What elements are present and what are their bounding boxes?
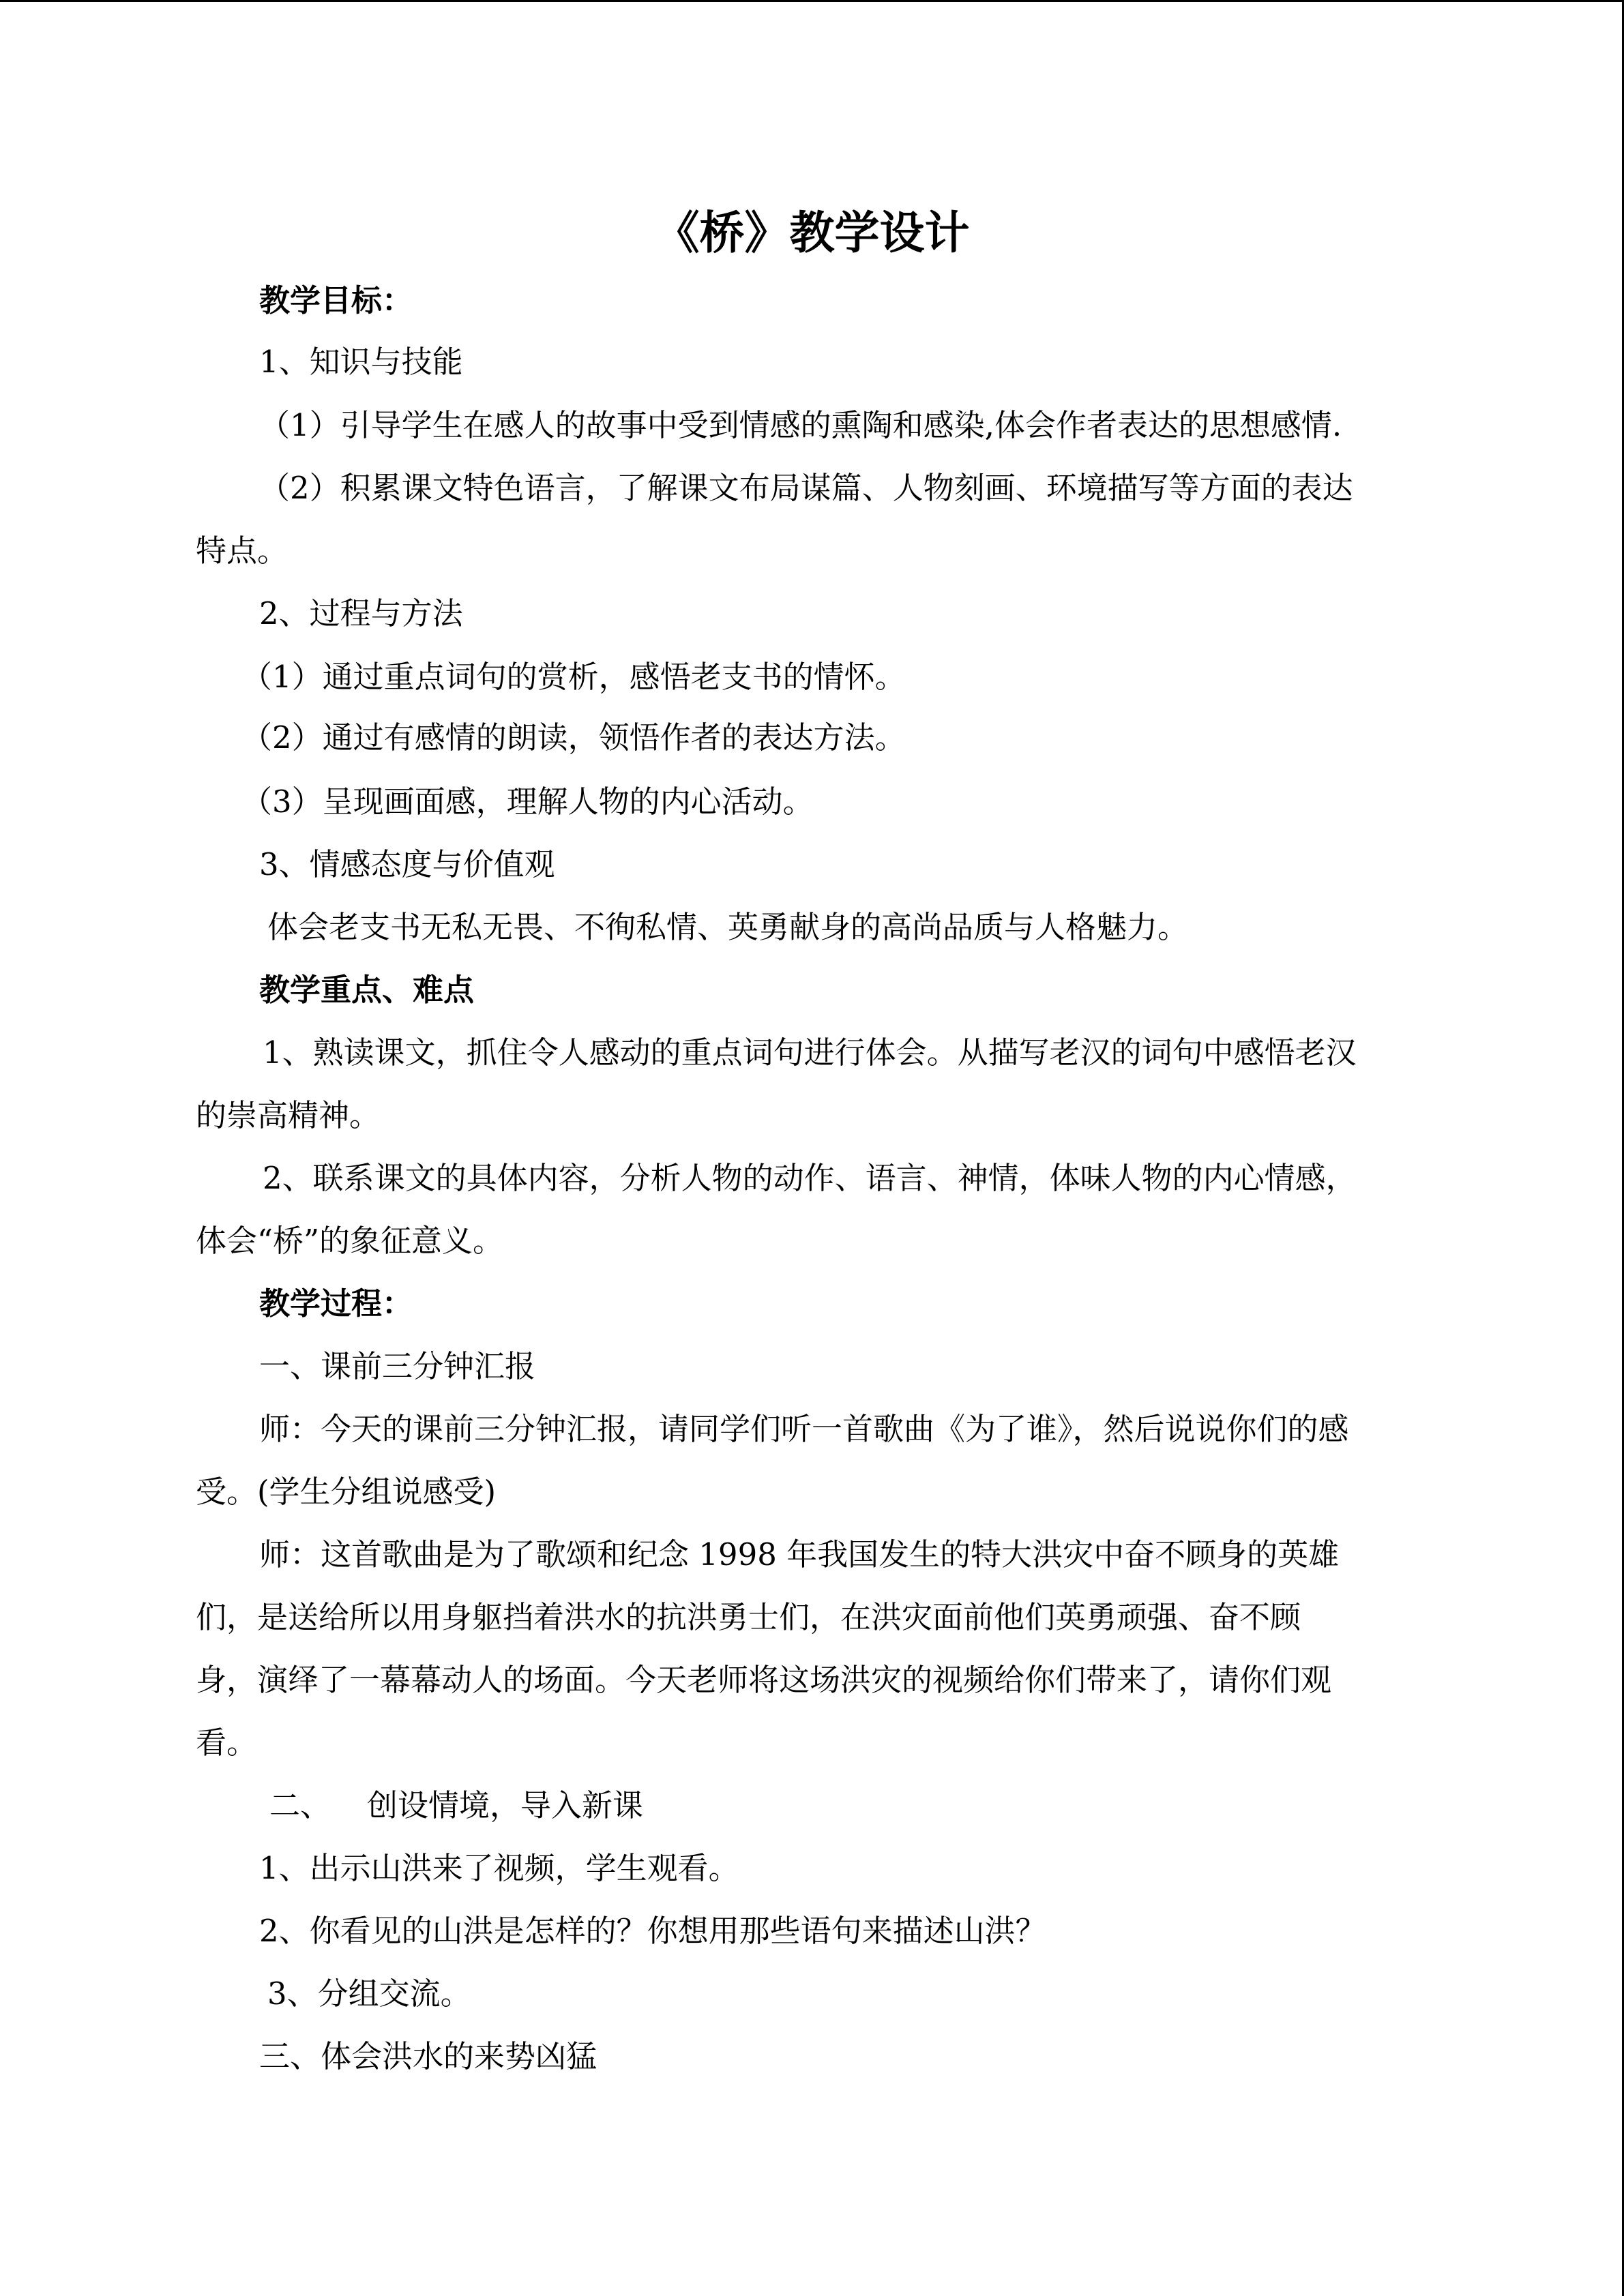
text-line: 2、你看见的山洪是怎样的？你想用那些语句来描述山洪？ xyxy=(259,1913,1046,1949)
text-line: 体会“桥”的象征意义。 xyxy=(196,1223,504,1259)
text-line: （2）积累课文特色语言，了解课文布局谋篇、人物刻画、环境描写等方面的表达 xyxy=(259,470,1353,506)
heading-teaching-process: 教学过程： xyxy=(259,1285,413,1322)
text-line: （3）呈现画面感，理解人物的内心活动。 xyxy=(241,784,814,820)
text-line: 师：这首歌曲是为了歌颂和纪念 1998 年我国发生的特大洪灾中奋不顾身的英雄 xyxy=(259,1536,1340,1572)
text-line: 受。(学生分组说感受) xyxy=(196,1474,497,1510)
text-line: 3、情感态度与价值观 xyxy=(259,846,555,882)
text-line: 3、分组交流。 xyxy=(267,1976,471,2012)
text-line: 2、联系课文的具体内容，分析人物的动作、语言、神情，体味人物的内心情感， xyxy=(263,1160,1357,1196)
text-line: 的崇高精神。 xyxy=(196,1097,381,1133)
section-number: 二、 xyxy=(269,1787,331,1823)
heading-key-points: 教学重点、难点 xyxy=(259,972,475,1008)
text-line: 三、体会洪水的来势凶猛 xyxy=(259,2038,597,2074)
text-line: （2）通过有感情的朗读，领悟作者的表达方法。 xyxy=(241,719,906,756)
text-line: （1）引导学生在感人的故事中受到情感的熏陶和感染,体会作者表达的思想感情. xyxy=(259,407,1342,443)
text-line: 1、出示山洪来了视频，学生观看。 xyxy=(259,1850,739,1886)
heading-teaching-goals: 教学目标： xyxy=(259,282,413,318)
text-line: 体会老支书无私无畏、不徇私情、英勇献身的高尚品质与人格魅力。 xyxy=(267,909,1189,945)
text-line: 2、过程与方法 xyxy=(259,595,463,631)
text-line: 看。 xyxy=(196,1725,258,1761)
text-line: 一、课前三分钟汇报 xyxy=(259,1348,536,1384)
text-line: 身，演绎了一幕幕动人的场面。今天老师将这场洪灾的视频给你们带来了，请你们观 xyxy=(196,1662,1332,1698)
text-line: 们，是送给所以用身躯挡着洪水的抗洪勇士们，在洪灾面前他们英勇顽强、奋不顾 xyxy=(196,1599,1301,1635)
section-heading: 创设情境，导入新课 xyxy=(367,1787,644,1823)
text-line: 1、知识与技能 xyxy=(259,344,463,380)
text-line: 1、熟读课文，抓住令人感动的重点词句进行体会。从描写老汉的词句中感悟老汉 xyxy=(263,1034,1357,1071)
text-line: 特点。 xyxy=(196,533,289,569)
text-line: （1）通过重点词句的赏析，感悟老支书的情怀。 xyxy=(241,659,906,695)
document-title: 《桥》教学设计 xyxy=(654,206,970,259)
text-line: 师：今天的课前三分钟汇报，请同学们听一首歌曲《为了谁》，然后说说你们的感 xyxy=(259,1411,1349,1447)
